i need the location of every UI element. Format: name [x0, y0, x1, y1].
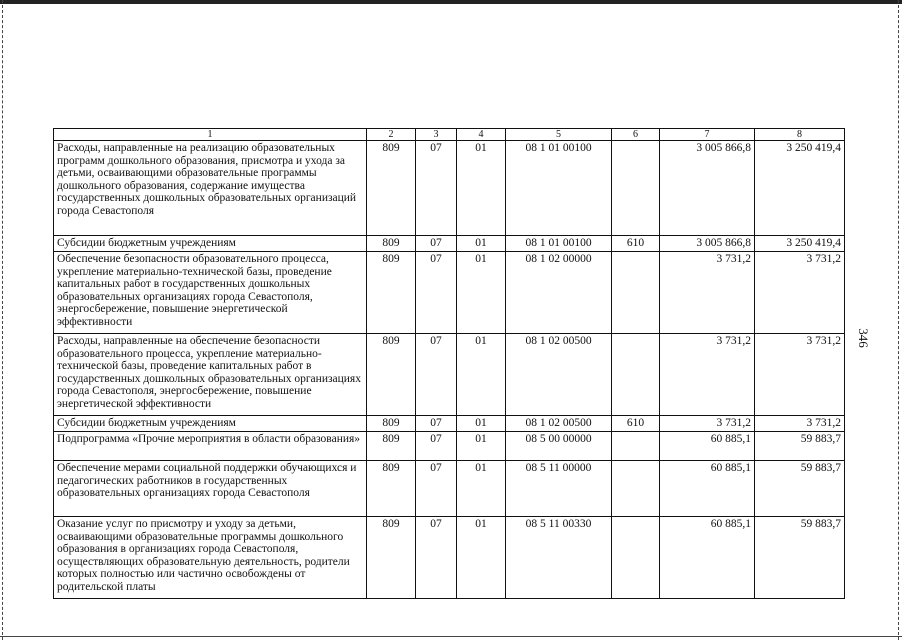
row-amount-8: 3 731,2: [755, 416, 845, 432]
row-code-3: 07: [416, 461, 457, 517]
row-code-2: 809: [367, 517, 416, 599]
row-code-3: 07: [416, 141, 457, 236]
row-name: Подпрограмма «Прочие мероприятия в области образования»: [54, 432, 367, 461]
row-code-4: 01: [457, 334, 506, 416]
row-code-6: 610: [612, 416, 660, 432]
header-cell: 5: [506, 129, 612, 141]
row-amount-7: 3 731,2: [660, 334, 755, 416]
row-amount-7: 60 885,1: [660, 461, 755, 517]
row-amount-8: 59 883,7: [755, 517, 845, 599]
header-cell: 1: [54, 129, 367, 141]
row-code-2: 809: [367, 334, 416, 416]
row-name: Обеспечение безопасности образовательного процесса, укрепление материально-технической базы, проведение капитальных работ в государственных дошкольных образовательных организациях города Севастополя, энергосбережение, повышение энергетической эффективности: [54, 252, 367, 334]
row-name: Субсидии бюджетным учреждениям: [54, 236, 367, 252]
row-code-2: 809: [367, 236, 416, 252]
row-code-6: [612, 517, 660, 599]
scan-left-edge: [2, 0, 3, 640]
header-cell: 3: [416, 129, 457, 141]
table-row: [54, 517, 845, 599]
row-amount-7: 3 731,2: [660, 416, 755, 432]
table-row: [54, 141, 845, 236]
header-cell: 4: [457, 129, 506, 141]
row-code-3: 07: [416, 517, 457, 599]
row-code-4: 01: [457, 461, 506, 517]
row-code-6: 610: [612, 236, 660, 252]
row-amount-7: 3 005 866,8: [660, 141, 755, 236]
row-amount-8: 3 250 419,4: [755, 236, 845, 252]
row-amount-8: 59 883,7: [755, 461, 845, 517]
row-code-5: 08 1 02 00000: [506, 252, 612, 334]
page-number: 346: [856, 328, 871, 348]
row-code-5: 08 1 01 00100: [506, 141, 612, 236]
budget-table: [53, 128, 845, 599]
row-code-2: 809: [367, 461, 416, 517]
row-amount-8: 3 731,2: [755, 252, 845, 334]
row-code-2: 809: [367, 432, 416, 461]
row-code-5: 08 5 11 00330: [506, 517, 612, 599]
row-amount-7: 60 885,1: [660, 517, 755, 599]
row-code-4: 01: [457, 141, 506, 236]
row-amount-8: 59 883,7: [755, 432, 845, 461]
row-code-5: 08 1 02 00500: [506, 416, 612, 432]
header-cell: 6: [612, 129, 660, 141]
row-code-2: 809: [367, 416, 416, 432]
row-code-4: 01: [457, 236, 506, 252]
row-name: Расходы, направленные на реализацию образовательных программ дошкольного образования, присмотра и ухода за детьми, осваивающими образовательные программы дошкольного образования, содержание имущества государственных дошкольных образовательных организаций города Севастополя: [54, 141, 367, 236]
header-cell: 8: [755, 129, 845, 141]
row-amount-7: 3 005 866,8: [660, 236, 755, 252]
scan-right-edge: [898, 0, 899, 640]
row-code-6: [612, 432, 660, 461]
row-code-3: 07: [416, 432, 457, 461]
row-code-4: 01: [457, 517, 506, 599]
row-code-3: 07: [416, 252, 457, 334]
row-amount-8: 3 250 419,4: [755, 141, 845, 236]
row-code-6: [612, 252, 660, 334]
table-row: [54, 252, 845, 334]
row-code-3: 07: [416, 416, 457, 432]
table-row: [54, 236, 845, 252]
header-cell: 2: [367, 129, 416, 141]
row-code-6: [612, 461, 660, 517]
row-code-3: 07: [416, 334, 457, 416]
row-code-2: 809: [367, 141, 416, 236]
header-cell: 7: [660, 129, 755, 141]
table-row: [54, 461, 845, 517]
row-amount-8: 3 731,2: [755, 334, 845, 416]
scan-bottom-edge: [0, 636, 902, 637]
row-code-2: 809: [367, 252, 416, 334]
row-name: Оказание услуг по присмотру и уходу за детьми, осваивающими образовательные программы дошкольного образования в организациях города Севастополя, осуществляющих образовательную деятельность, родители которых полностью или частично освобождены от родительской платы: [54, 517, 367, 599]
scan-top-border: [0, 0, 902, 4]
row-code-6: [612, 141, 660, 236]
table-row: [54, 334, 845, 416]
row-code-5: 08 5 00 00000: [506, 432, 612, 461]
row-code-4: 01: [457, 432, 506, 461]
row-code-3: 07: [416, 236, 457, 252]
row-code-5: 08 1 02 00500: [506, 334, 612, 416]
row-code-4: 01: [457, 252, 506, 334]
row-code-4: 01: [457, 416, 506, 432]
table-row: [54, 432, 845, 461]
row-code-5: 08 1 01 00100: [506, 236, 612, 252]
row-name: Обеспечение мерами социальной поддержки обучающихся и педагогических работников в государственных образовательных организациях города Севастополя: [54, 461, 367, 517]
header-row: [54, 129, 845, 141]
table-row: [54, 416, 845, 432]
row-name: Расходы, направленные на обеспечение безопасности образовательного процесса, укрепление материально-технической базы, проведение капитальных работ в государственных дошкольных образовательных организациях города Севастополя, энергосбережение, повышение энергетической эффективности: [54, 334, 367, 416]
row-name: Субсидии бюджетным учреждениям: [54, 416, 367, 432]
row-code-5: 08 5 11 00000: [506, 461, 612, 517]
row-amount-7: 3 731,2: [660, 252, 755, 334]
row-amount-7: 60 885,1: [660, 432, 755, 461]
row-code-6: [612, 334, 660, 416]
